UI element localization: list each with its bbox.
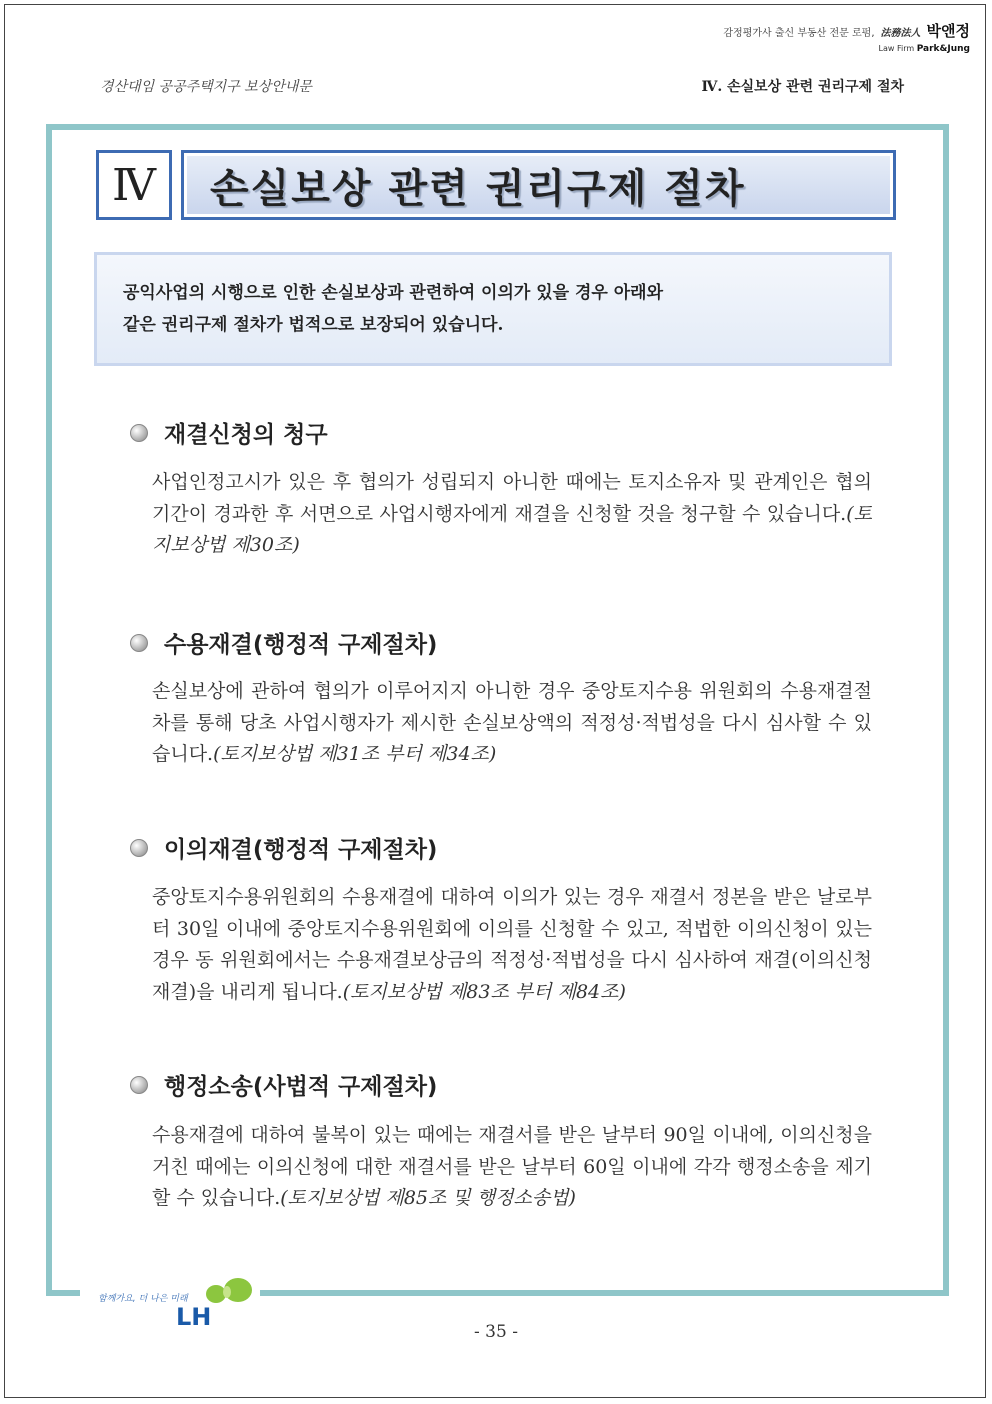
- section-heading-text: 이의재결(행정적 구제절차): [164, 837, 438, 863]
- bullet-icon: [130, 424, 148, 442]
- intro-line-2: 같은 권리구제 절차가 법적으로 보장되어 있습니다.: [123, 315, 504, 335]
- section-body-text: 손실보상에 관하여 협의가 이루어지지 아니한 경우 중앙토지수용 위원회의 수용재결절차를 통해 당초 사업시행자가 제시한 손실보상액의 적정성·적법성을 다시 심사할 수 있습니다.: [152, 680, 872, 765]
- bullet-icon: [130, 634, 148, 652]
- page-number: - 35 -: [474, 1322, 518, 1342]
- section-body-text: 중앙토지수용위원회의 수용재결에 대하여 이의가 있는 경우 재결서 정본을 받은 날로부터 30일 이내에 중앙토지수용위원회에 이의를 신청할 수 있고, 적법한 이의신청이 있는 경우 동 위원회에서는 수용재결보상금의 적정성·적법성을 다시 심사하여 재결(이의신청재결)을 내리게 됩니다.: [152, 886, 872, 1003]
- bullet-icon: [130, 839, 148, 857]
- firm-name: 法務法人: [880, 28, 921, 39]
- running-header-right: Ⅳ. 손실보상 관련 권리구제 절차: [701, 79, 904, 95]
- firm-tagline: 감정평가사 출신 부동산 전문 로펌,: [723, 28, 875, 39]
- firm-subheader: [879, 44, 971, 54]
- section-citation: (토지보상법 제31조 부터 제34조): [213, 743, 497, 765]
- footer-tagline: 함께가요, 더 나은 미래: [98, 1294, 188, 1304]
- logo-leaf-left: [206, 1285, 226, 1303]
- section-heading-text: 재결신청의 청구: [164, 422, 328, 448]
- lh-logo-text: LH: [176, 1303, 212, 1331]
- intro-box: [94, 252, 892, 366]
- logo-leaf-highlight: [223, 1286, 231, 1298]
- section-body-text: 사업인정고시가 있은 후 협의가 성립되지 아니한 때에는 토지소유자 및 관계인은 협의기간이 경과한 후 서면으로 사업시행자에게 재결을 신청할 것을 청구할 수 있습니다.: [152, 471, 872, 525]
- bullet-icon: [130, 1076, 148, 1094]
- section-body-2: [152, 676, 872, 771]
- intro-line-1: 공익사업의 시행으로 인한 손실보상과 관련하여 이의가 있을 경우 아래와: [123, 283, 664, 303]
- section-body-4: [152, 1120, 872, 1215]
- section-heading-3: [130, 831, 437, 864]
- brand-english: Park&Jung: [916, 44, 970, 54]
- chapter-numeral: Ⅳ: [96, 150, 172, 220]
- section-citation: (토지보상법 제85조 및 행정소송법): [280, 1187, 576, 1209]
- section-heading-text: 수용재결(행정적 구제절차): [164, 632, 438, 658]
- section-heading-4: [130, 1068, 437, 1101]
- running-header-left: 경산대임 공공주택지구 보상안내문: [100, 79, 312, 95]
- firm-header: [723, 20, 970, 41]
- section-body-3: [152, 882, 872, 1008]
- section-heading-2: [130, 626, 437, 659]
- brand-korean: 박앤정: [926, 22, 970, 40]
- section-heading-1: [130, 416, 328, 449]
- section-body-1: [152, 467, 872, 562]
- section-body-text: 수용재결에 대하여 불복이 있는 때에는 재결서를 받은 날부터 90일 이내에, 이의신청을 거친 때에는 이의신청에 대한 재결서를 받은 날부터 60일 이내에 각각 행정소송을 제기할 수 있습니다.: [152, 1124, 872, 1209]
- chapter-title: 손실보상 관련 권리구제 절차: [181, 150, 896, 220]
- section-heading-text: 행정소송(사법적 구제절차): [164, 1074, 438, 1100]
- section-citation: (토지보상법 제30조): [152, 502, 872, 556]
- section-citation: (토지보상법 제83조 부터 제84조): [342, 980, 626, 1003]
- law-firm-label: Law Firm: [878, 44, 915, 53]
